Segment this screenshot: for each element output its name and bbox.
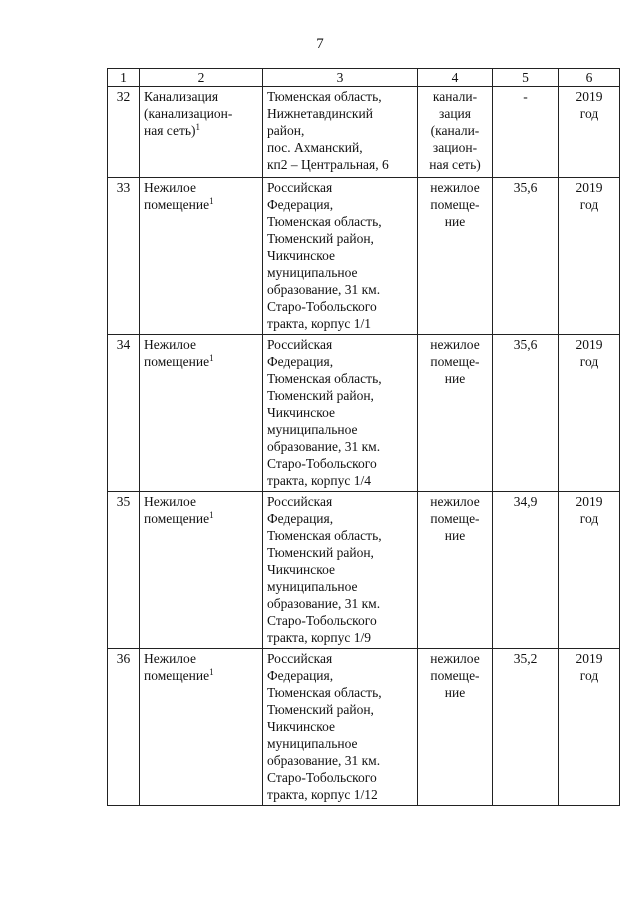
property-registry-table	[107, 68, 620, 806]
row-number: 35	[108, 492, 140, 649]
address-cell: Российская Федерация, Тюменская область, Тюменский район, Чикчинское муниципальное образование, 31 км. Старо-Тобольского тракта, корпус 1/4	[263, 335, 418, 492]
column-header: 1	[108, 69, 140, 87]
year-cell: 2019 год	[559, 492, 620, 649]
purpose-cell: нежилое помеще- ние	[418, 335, 493, 492]
purpose-cell: нежилое помеще- ние	[418, 492, 493, 649]
column-header: 3	[263, 69, 418, 87]
object-name: Нежилое помещение	[144, 651, 210, 683]
row-number: 34	[108, 335, 140, 492]
area-cell: -	[493, 87, 559, 178]
area-cell: 35,6	[493, 335, 559, 492]
object-name: Нежилое помещение	[144, 494, 210, 526]
table-row	[108, 178, 620, 335]
address-cell: Тюменская область, Нижнетавдинский район, пос. Ахманский, кп2 – Центральная, 6	[263, 87, 418, 178]
footnote-mark: 1	[209, 510, 214, 520]
purpose-cell: канали- зация (канали- зацион- ная сеть)	[418, 87, 493, 178]
year-cell: 2019 год	[559, 178, 620, 335]
object-name-cell	[140, 649, 263, 806]
column-header: 5	[493, 69, 559, 87]
year-cell: 2019 год	[559, 335, 620, 492]
table-row	[108, 492, 620, 649]
column-header: 4	[418, 69, 493, 87]
object-name-cell	[140, 492, 263, 649]
year-cell: 2019 год	[559, 87, 620, 178]
address-cell: Российская Федерация, Тюменская область, Тюменский район, Чикчинское муниципальное образование, 31 км. Старо-Тобольского тракта, корпус 1/1	[263, 178, 418, 335]
area-cell: 34,9	[493, 492, 559, 649]
area-cell: 35,2	[493, 649, 559, 806]
footnote-mark: 1	[195, 122, 201, 132]
object-name: Нежилое помещение	[144, 180, 210, 212]
address-cell: Российская Федерация, Тюменская область, Тюменский район, Чикчинское муниципальное образование, 31 км. Старо-Тобольского тракта, корпус 1/9	[263, 492, 418, 649]
table-row	[108, 87, 620, 178]
object-name: Канализация (канализацион- ная сеть)	[144, 89, 233, 138]
page-number: 7	[316, 36, 324, 52]
footnote-mark: 1	[209, 667, 214, 677]
column-header: 2	[140, 69, 263, 87]
object-name-cell	[140, 178, 263, 335]
table-row	[108, 335, 620, 492]
column-header: 6	[559, 69, 620, 87]
row-number: 32	[108, 87, 140, 178]
row-number: 33	[108, 178, 140, 335]
purpose-cell: нежилое помеще- ние	[418, 178, 493, 335]
footnote-mark: 1	[209, 353, 214, 363]
object-name-cell	[140, 87, 263, 178]
footnote-mark: 1	[209, 196, 214, 206]
purpose-cell: нежилое помеще- ние	[418, 649, 493, 806]
year-cell: 2019 год	[559, 649, 620, 806]
address-cell: Российская Федерация, Тюменская область, Тюменский район, Чикчинское муниципальное образование, 31 км. Старо-Тобольского тракта, корпус 1/12	[263, 649, 418, 806]
object-name: Нежилое помещение	[144, 337, 210, 369]
row-number: 36	[108, 649, 140, 806]
table-row	[108, 649, 620, 806]
column-number-row	[108, 69, 620, 87]
area-cell: 35,6	[493, 178, 559, 335]
object-name-cell	[140, 335, 263, 492]
